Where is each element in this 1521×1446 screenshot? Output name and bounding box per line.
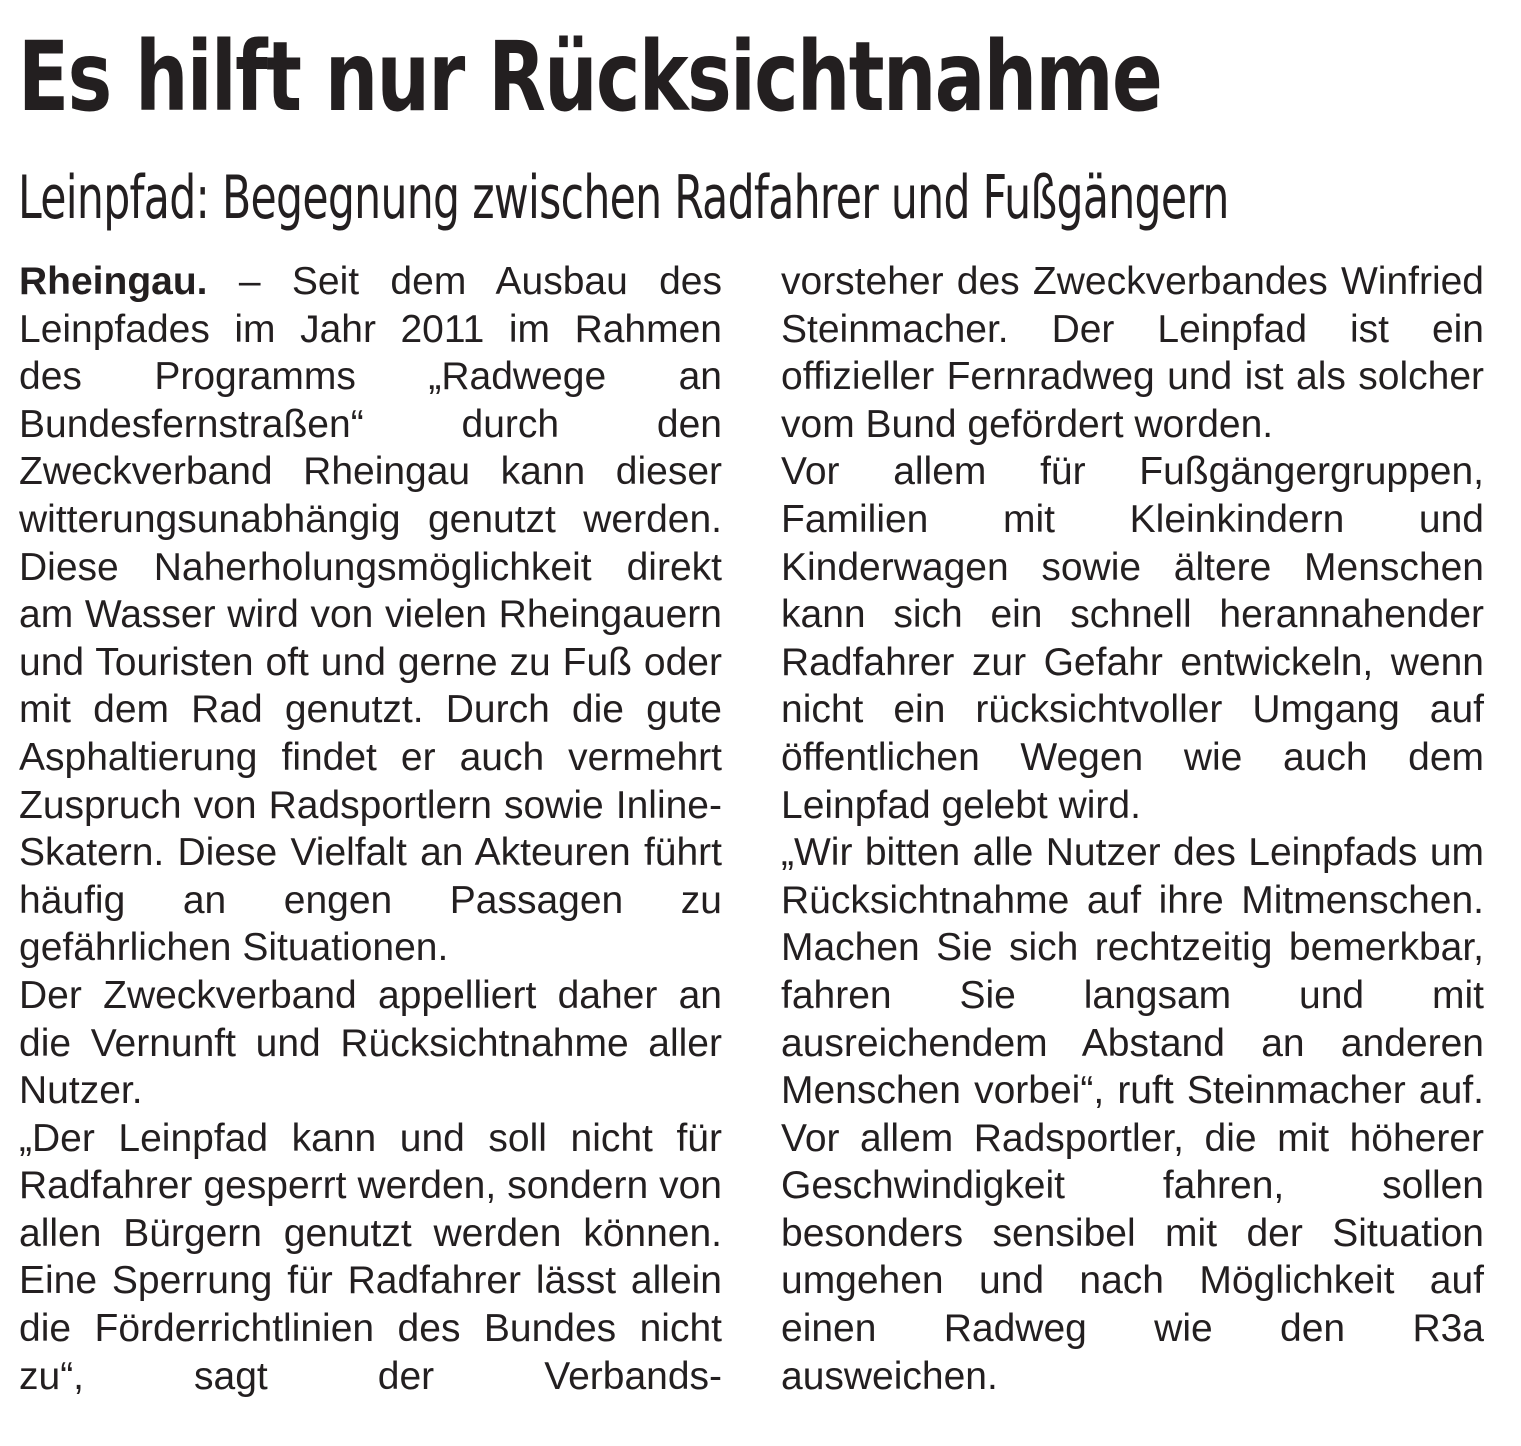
text-column-right [781,258,1484,1400]
dateline: Rheingau. [19,260,208,303]
headline: Es hilft nur Rücksichtnahme [18,21,1162,133]
paragraph-text: – Seit dem Ausbau des Leinpfades im Jahr 2011 im Rahmen des Programms „Radwege an Bundesfernstraßen“ durch den Zweckverband Rheingau kann dieser witterungsunabhängig genutzt werden. Diese Naherholungsmöglichkeit direkt am Wasser wird von vielen Rheingauern und Touristen oft und gerne zu Fuß oder mit dem Rad genutzt. Durch die gute Asphaltierung findet er auch vermehrt Zuspruch von Radsportlern sowie Inline-Skatern. Diese Vielfalt an Akteuren führt häufig an engen Passagen zu gefährlichen Situationen. [19,260,722,970]
article-paragraph: „Der Leinpfad kann und soll nicht für Radfahrer gesperrt werden, sondern von allen Bürgern genutzt werden können. Eine Sperrung für Radfahrer lässt allein die Förderrichtlinien des Bundes nicht zu“, sagt der Verbands- [19,1116,722,1398]
article-paragraph: Der Zweckverband appelliert daher an die Vernunft und Rücksichtnahme aller Nutzer. [19,973,722,1113]
article-paragraph: „Wir bitten alle Nutzer des Leinpfads um Rücksichtnahme auf ihre Mitmenschen. Machen Sie sich rechtzeitig bemerkbar, fahren Sie langsam und mit ausreichendem Abstand an anderen Menschen vorbei“, ruft Steinmacher auf. Vor allem Radsportler, die mit höherer Geschwindigkeit fahren, sollen besonders sensibel mit der Situation umgehen und nach Möglichkeit auf einen Radweg wie den R3a ausweichen. [781,831,1484,1398]
article-paragraph: Vor allem für Fußgängergruppen, Familien mit Kleinkindern und Kinderwagen sowie ältere Menschen kann sich ein schnell herannahender Radfahrer zur Gefahr entwickeln, wenn nicht ein rücksichtvoller Umgang auf öffentlichen Wegen wie auch dem Leinpfad gelebt wird. [781,450,1484,827]
article-paragraph-continued: vorsteher des Zweckverbandes Winfried Steinmacher. Der Leinpfad ist ein offizieller Fernradweg und ist als solcher vom Bund gefördert worden. [781,260,1484,446]
article-paragraph [19,258,722,972]
text-column-left [19,258,722,1400]
subheadline: Leinpfad: Begegnung zwischen Radfahrer und Fußgängern [18,163,1229,233]
